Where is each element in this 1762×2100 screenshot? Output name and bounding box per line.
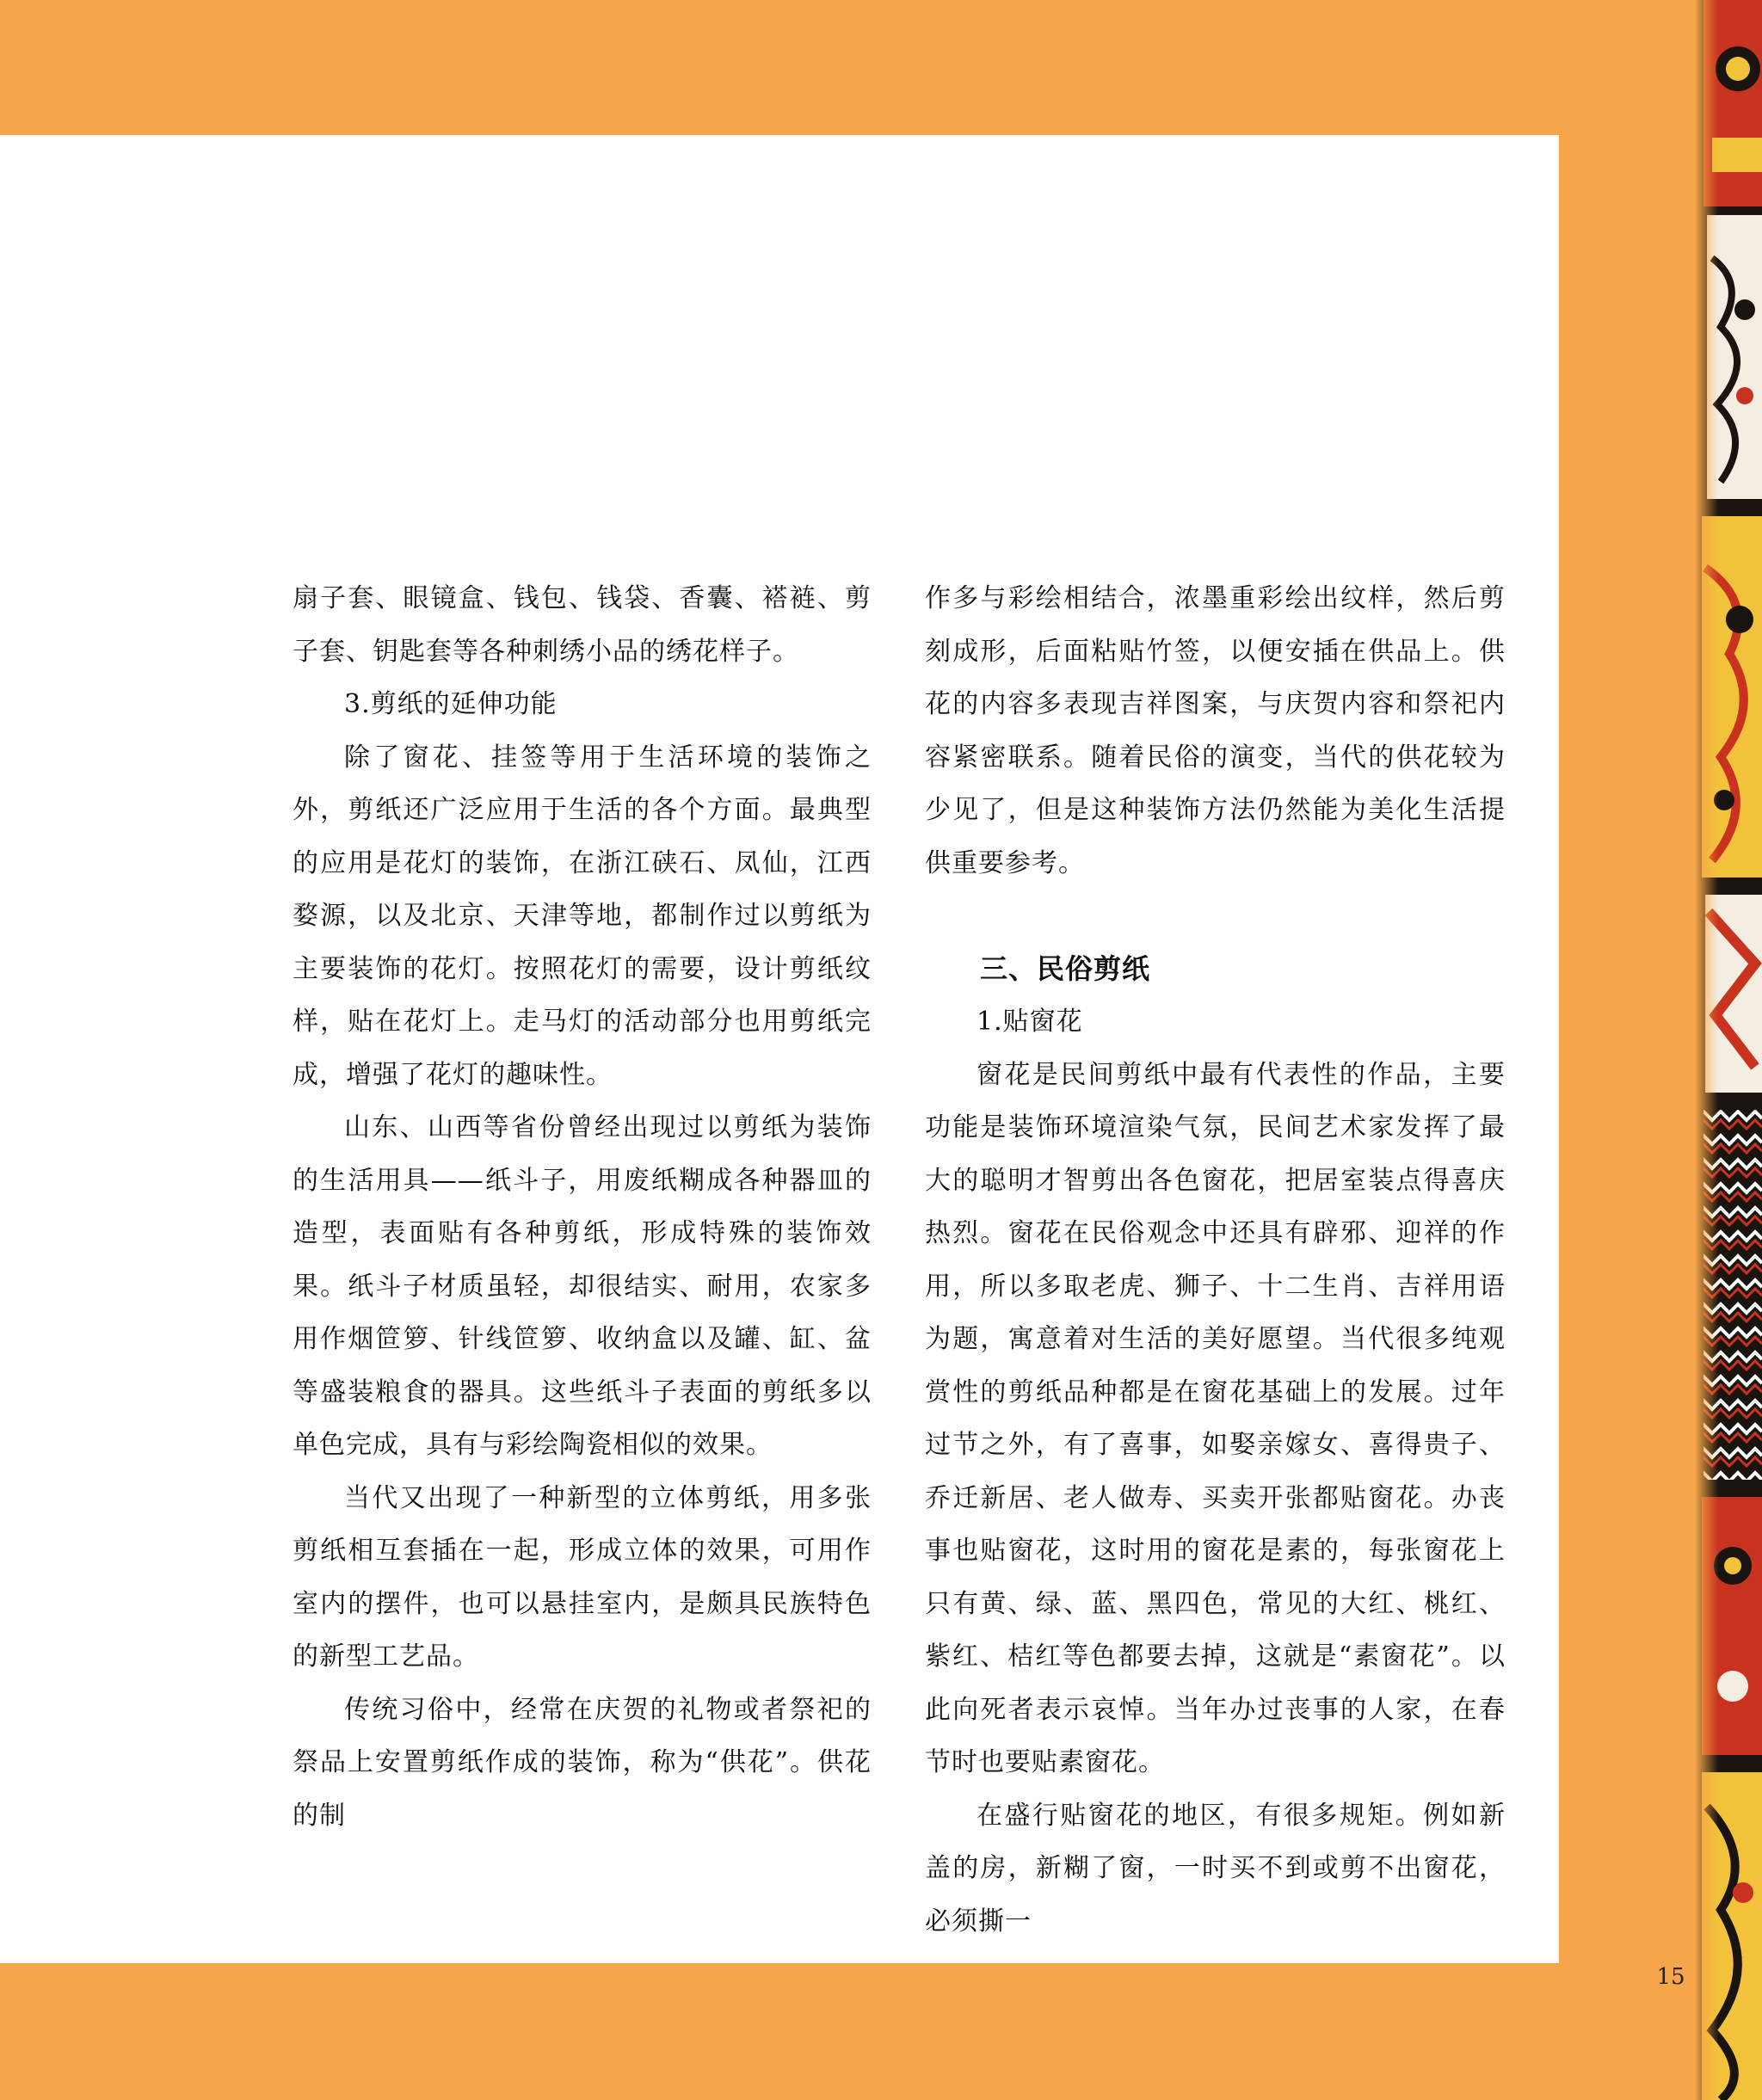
right-paragraph: 窗花是民间剪纸中最有代表性的作品，主要功能是装饰环境渲染气氛，民间艺术家发挥了最大的聪明才智剪出各色窗花，把居室装点得喜庆热烈。窗花在民俗观念中还具有辟邪、迎祥的作用，所以多取老虎、狮子、十二生肖、吉祥用语为题，寓意着对生活的美好愿望。当代很多纯观赏性的剪纸品种都是在窗花基础上的发展。过年过节之外，有了喜事，如娶亲嫁女、喜得贵子、乔迁新居、老人做寿、买卖开张都贴窗花。办丧事也贴窗花，这时用的窗花是素的，每张窗花上只有黄、绿、蓝、黑四色，常见的大红、桃红、紫红、桔红等色都要去掉，这就是“素窗花”。以此向死者表示哀悼。当年办过丧事的人家，在春节时也要贴素窗花。 bbox=[925, 1059, 1506, 1777]
left-paragraph: 当代又出现了一种新型的立体剪纸，用多张剪纸相互套插在一起，形成立体的效果，可用作室内的摆件，也可以悬挂室内，是颇具民族特色的新型工艺品。 bbox=[293, 1482, 872, 1672]
left-text-column bbox=[293, 572, 872, 1842]
left-paragraph: 传统习俗中，经常在庆贺的礼物或者祭祀的祭品上安置剪纸作成的装饰，称为“供花”。供花的制 bbox=[293, 1694, 872, 1831]
paragraph-spacer bbox=[925, 890, 1506, 943]
right-paragraph: 在盛行贴窗花的地区，有很多规矩。例如新盖的房，新糊了窗，一时买不到或剪不出窗花，必须撕一 bbox=[925, 1800, 1506, 1937]
left-paragraph: 3.剪纸的延伸功能 bbox=[344, 689, 558, 719]
page-number: 15 bbox=[1656, 1964, 1685, 1990]
right-text-column bbox=[925, 572, 1506, 1948]
left-paragraph: 扇子套、眼镜盒、钱包、钱袋、香囊、褡裢、剪子套、钥匙套等各种刺绣小品的绣花样子。 bbox=[293, 583, 872, 667]
section-heading: 三、民俗剪纸 bbox=[980, 951, 1151, 985]
right-paragraph: 作多与彩绘相结合，浓墨重彩绘出纹样，然后剪刻成形，后面粘贴竹签，以便安插在供品上。供花的内容多表现吉祥图案，与庆贺内容和祭祀内容紧密联系。随着民俗的演变，当代的供花较为少见了，但是这种装饰方法仍然能为美化生活提供重要参考。 bbox=[925, 583, 1506, 878]
left-paragraph: 除了窗花、挂签等用于生活环境的装饰之外，剪纸还广泛应用于生活的各个方面。最典型的应用是花灯的装饰，在浙江硖石、凤仙，江西婺源，以及北京、天津等地，都制作过以剪纸为主要装饰的花灯。按照花灯的需要，设计剪纸纹样，贴在花灯上。走马灯的活动部分也用剪纸完成，增强了花灯的趣味性。 bbox=[293, 742, 872, 1090]
left-paragraph: 山东、山西等省份曾经出现过以剪纸为装饰的生活用具——纸斗子，用废纸糊成各种器皿的造型，表面贴有各种剪纸，形成特殊的装饰效果。纸斗子材质虽轻，却很结实、耐用，农家多用作烟笸箩、针线笸箩、收纳盒以及罐、缸、盆等盛装粮食的器具。这些纸斗子表面的剪纸多以单色完成，具有与彩绘陶瓷相似的效果。 bbox=[293, 1112, 872, 1460]
paper-cut-border-decoration bbox=[1695, 0, 1762, 2100]
paper-cut-pattern-icon bbox=[1695, 0, 1762, 2100]
right-paragraph: 1.贴窗花 bbox=[976, 1007, 1083, 1037]
